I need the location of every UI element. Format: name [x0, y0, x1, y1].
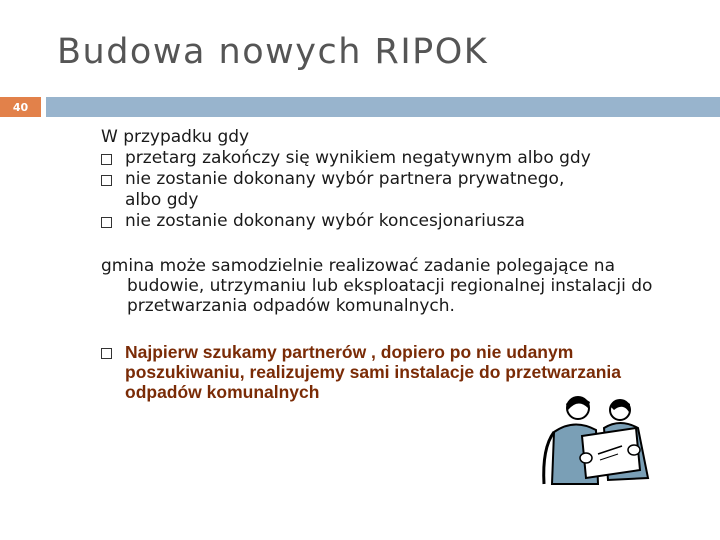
- intro-text: W przypadku gdy: [101, 127, 250, 147]
- condition-text: przetarg zakończy się wynikiem negatywnym albo gdy: [125, 148, 591, 168]
- condition-text: nie zostanie dokonany wybór partnera prywatnego, albo gdy: [125, 169, 565, 210]
- main-paragraph: gmina może samodzielnie realizować zadanie polegające na budowie, utrzymaniu lub eksploatacji regionalnej instalacji do przetwarzania odpadów komunalnych.: [101, 256, 653, 316]
- people-presenting-clipart: [538, 388, 660, 488]
- condition-item: [101, 148, 681, 169]
- condition-item: [101, 211, 681, 232]
- checkbox-square-icon: [101, 175, 112, 186]
- slide-content: [101, 127, 681, 402]
- slide-number: 40: [0, 97, 41, 117]
- slide-title: Budowa nowych RIPOK: [57, 32, 489, 72]
- checkbox-square-icon: [101, 217, 112, 228]
- checkbox-square-icon: [101, 154, 112, 165]
- condition-text: nie zostanie dokonany wybór koncesjonariusza: [125, 211, 525, 231]
- checkbox-square-icon: [101, 348, 112, 359]
- condition-item: [101, 169, 681, 211]
- highlight-text: Najpierw szukamy partnerów , dopiero po nie udanym poszukiwaniu, realizujemy sami instalacje do przetwarzania odpadów komunalnych: [125, 342, 621, 402]
- title-divider-bar: [46, 97, 720, 117]
